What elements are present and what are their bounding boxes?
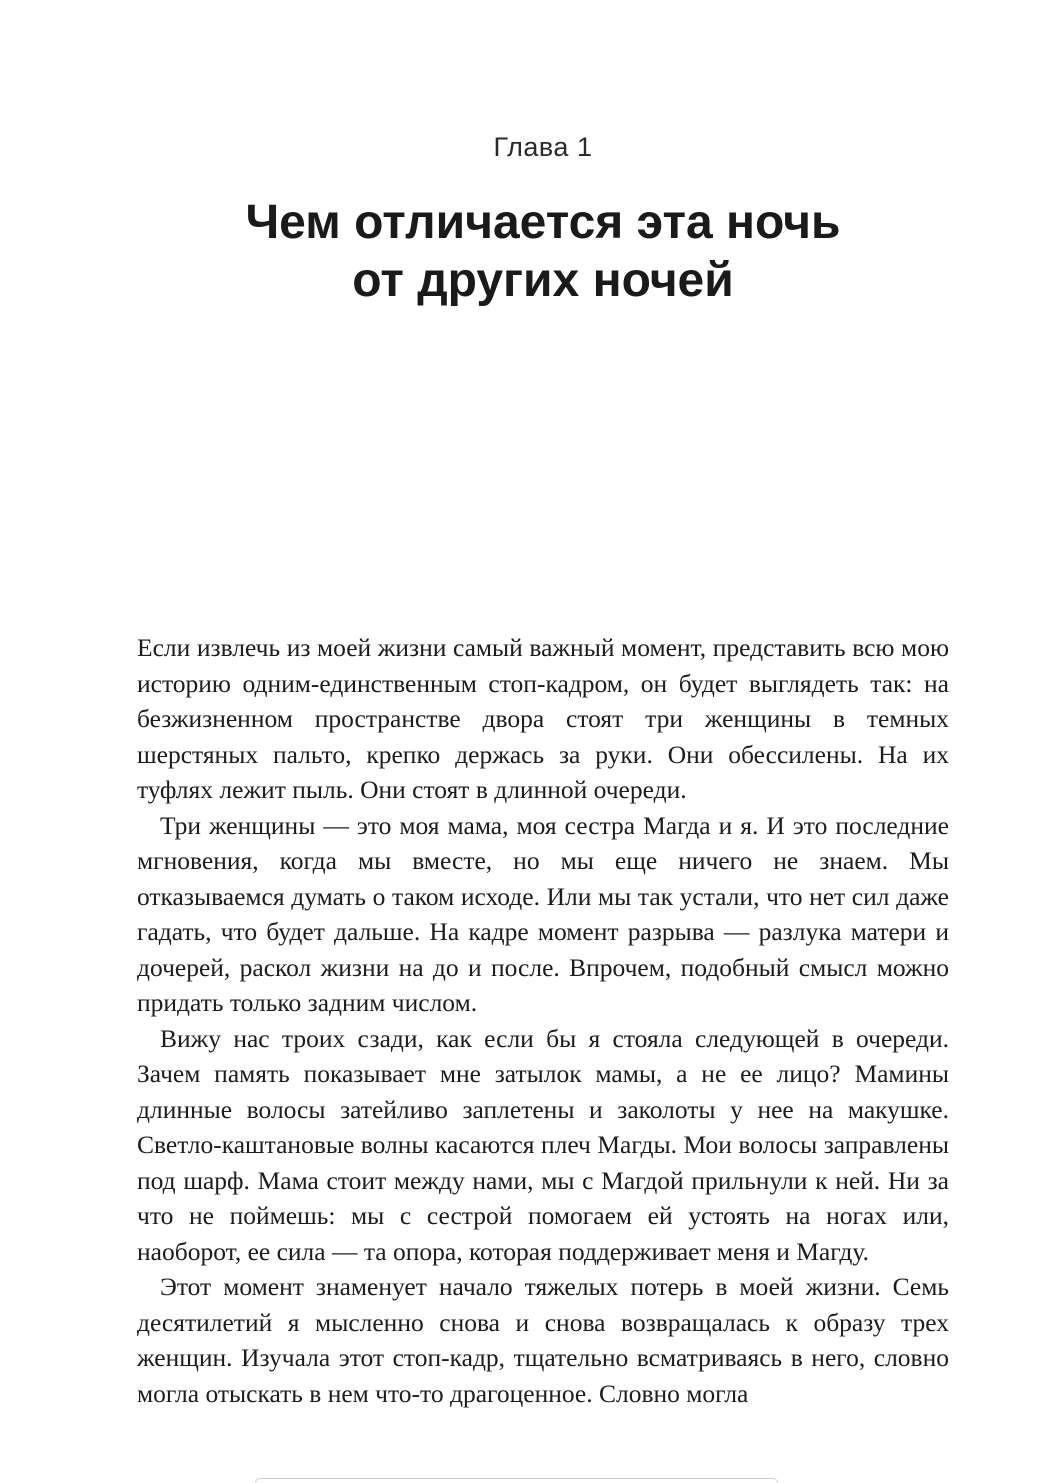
paragraph-2: Три женщины — это моя мама, моя сестра Магда и я. И это последние мгновения, когда мы вместе, но мы еще ничего не знаем. Мы отказываемся думать о таком исходе. Или мы так устали, что нет сил даже гадать, что будет дальше. На кадре момент разрыва — разлука матери и дочерей, раскол жизни на до и после. Впрочем, подобный смысл можно придать только задним числом. [137,810,949,1017]
page-bottom-edge [255,1478,778,1483]
paragraph-4: Этот момент знаменует начало тяжелых потерь в моей жизни. Семь десятилетий я мысленно снова и снова возвращалась к образу трех женщин. Изучала этот стоп-кадр, тщательно всматриваясь в него, словно могла отыскать в нем что-то драгоценное. Словно могла [137,1272,949,1408]
chapter-title-line-2: от других ночей [352,254,734,307]
body-text [137,630,949,1411]
chapter-title-line-1: Чем отличается эта ночь [245,196,841,249]
paragraph-1: Если извлечь из моей жизни самый важный момент, представить всю мою историю одним-единственным стоп-кадром, он будет выглядеть так: на безжизненном пространстве двора стоят три женщины в темных шерстяных пальто, крепко держась за руки. Они обессилены. На их туфлях лежит пыль. Они стоят в длинной очереди. [137,633,949,804]
chapter-label: Глава 1 [493,132,593,162]
chapter-title [0,194,1064,310]
paragraph-3: Вижу нас троих сзади, как если бы я стояла следующей в очереди. Зачем память показывает мне затылок мамы, а не ее лицо? Мамины длинные волосы затейливо заплетены и заколоты у нее на макушке. Светло-каштановые волны касаются плеч Магды. Мои волосы заправлены под шарф. Мама стоит между нами, мы с Магдой прильнули к ней. Ни за что не поймешь: мы с сестрой помогаем ей устоять на ногах или, наоборот, ее сила — та опора, которая поддерживает меня и Магду. [137,1023,949,1266]
